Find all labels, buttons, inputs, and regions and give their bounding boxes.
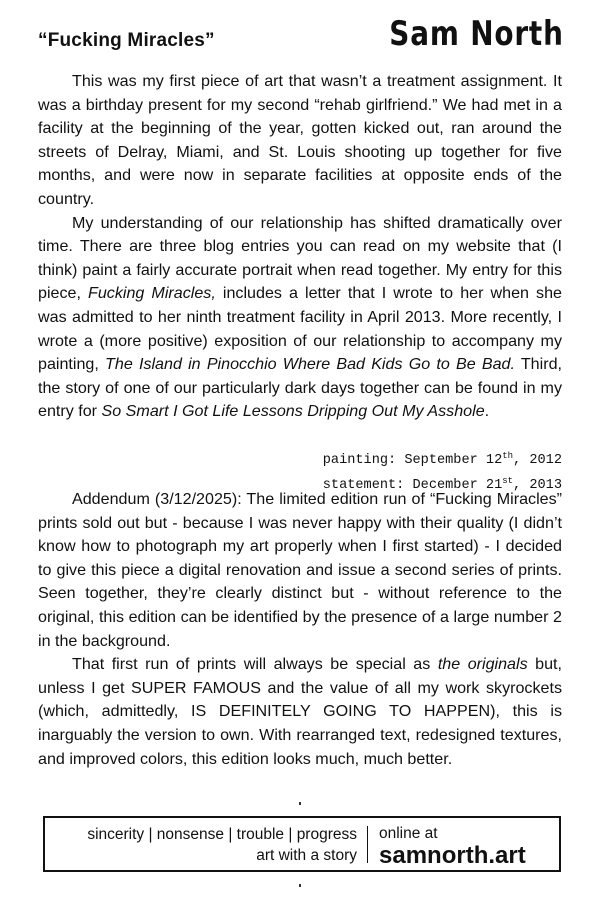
title-island-in-pinocchio: The Island in Pinocchio Where Bad Kids Go to Be Bad. — [105, 355, 515, 374]
title-so-smart: So Smart I Got Life Lessons Dripping Out My Asshole — [101, 402, 485, 421]
footer-divider — [367, 826, 368, 863]
paragraph-addendum-1: Addendum (3/12/2025): The limited edition run of “Fucking Miracles” prints sold out but - because I was never happy with their quality (I didn’t know how to photograph my art properly when I first started) - I decided to give this piece a digital renovation and issue a second series of prints. Seen together, they’re clearly distinct but - without reference to the original, this edition can be identified by the presence of a large number 2 in the background. — [38, 490, 562, 650]
footer-box — [43, 816, 561, 872]
trim-mark-bottom — [299, 884, 301, 887]
title-fucking-miracles: Fucking Miracles, — [88, 284, 216, 303]
paragraph-addendum-2: That first run of prints will always be special as the originals but, unless I get SUPER FAMOUS and the value of all my work skyrockets (which, admittedly, IS DEFINITELY GOING TO HAPPEN), this is inarguably the version to own. With rearranged text, redesigned textures, and improved colors, this edition looks much, much better. — [38, 655, 562, 768]
paragraph-intro-1: This was my first piece of art that wasn’t a treatment assignment. It was a birthday present for my second “rehab girlfriend.” We had met in a facility at the beginning of the year, gotten kicked out, ran around the streets of Delray, Miami, and St. Louis shooting up together for five months, and were now in separate facilities at opposite ends of the country. — [38, 72, 562, 208]
addendum-body — [38, 488, 562, 771]
footer-site-block — [379, 824, 526, 869]
statement-body — [38, 70, 562, 424]
artist-signature: Sam North — [389, 14, 564, 54]
page-title: “Fucking Miracles” — [38, 30, 215, 51]
statement-date: statement: December 21st, 2013 — [322, 476, 562, 493]
paragraph-intro-2: My understanding of our relationship has shifted dramatically over time. There are three blog entries you can read on my website that (I think) paint a fairly accurate portrait when read together. My entry for this piece, Fucking Miracles, includes a letter that I wrote to her when she was admitted to her ninth treatment facility in April 2013. More recently, I wrote a (more positive) exposition of our relationship to accompany my painting, The Island in Pinocchio Where Bad Kids Go to Be Bad. Third, the story of one of our particularly dark days together can be found in my entry for So Smart I Got Life Lessons Dripping Out My Asshole. — [38, 213, 563, 421]
trim-mark-top — [299, 802, 301, 805]
online-label: online at — [379, 825, 438, 842]
footer-tagline-block — [53, 824, 357, 866]
footer-subtagline: art with a story — [256, 847, 357, 864]
phrase-the-originals: the originals — [437, 655, 528, 674]
footer-tagline: sincerity | nonsense | trouble | progress — [87, 826, 357, 843]
painting-date: painting: September 12th, 2012 — [322, 451, 562, 468]
site-link[interactable]: samnorth.art — [379, 842, 526, 869]
